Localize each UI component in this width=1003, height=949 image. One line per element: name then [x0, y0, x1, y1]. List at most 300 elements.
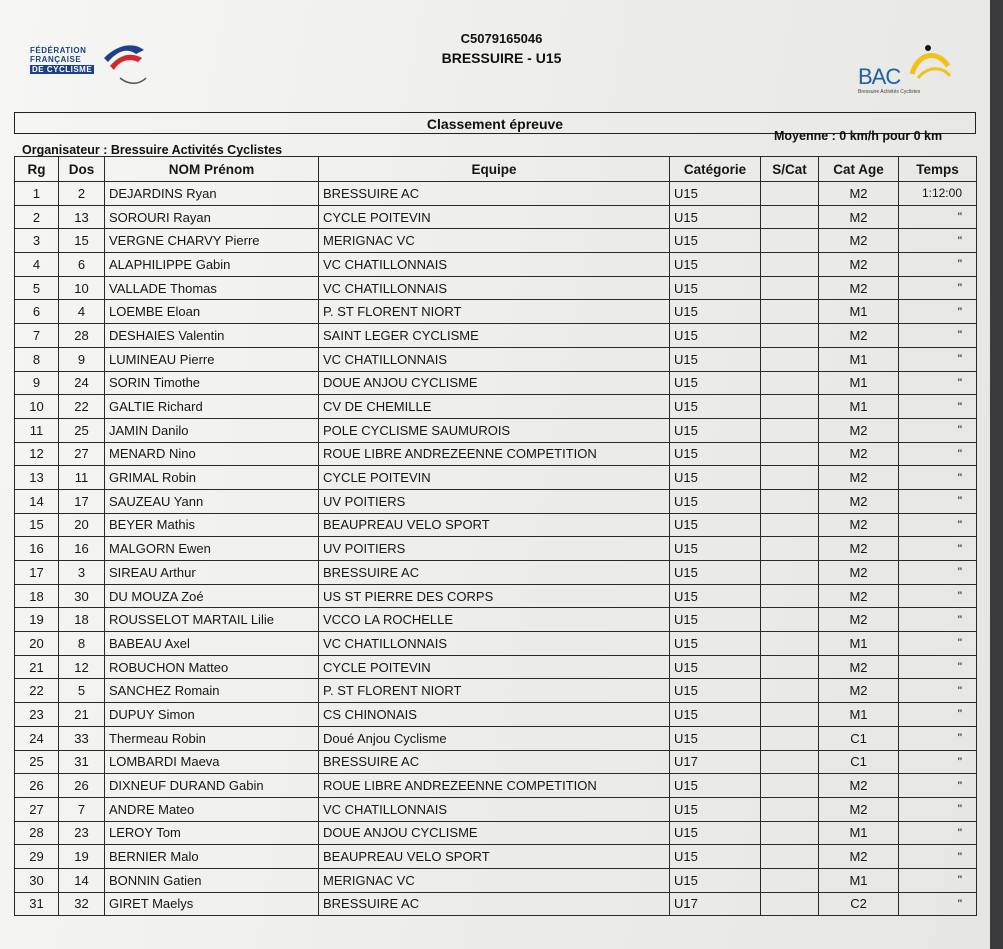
cell-bib: 9 — [59, 347, 105, 371]
cell-sub-category — [761, 845, 819, 869]
cell-rank: 10 — [15, 395, 59, 419]
cell-team: P. ST FLORENT NIORT — [319, 300, 670, 324]
cell-age-category: M2 — [819, 513, 899, 537]
table-row — [15, 608, 977, 632]
cell-sub-category — [761, 276, 819, 300]
cell-sub-category — [761, 466, 819, 490]
section-title: Classement épreuve — [14, 112, 976, 134]
cell-rider-name: LOMBARDI Maeva — [105, 750, 319, 774]
cell-bib: 18 — [59, 608, 105, 632]
average-speed: Moyenne : 0 km/h pour 0 km — [774, 129, 943, 143]
cell-time: " — [899, 253, 977, 277]
cell-rank: 11 — [15, 418, 59, 442]
cell-time: " — [899, 750, 977, 774]
cell-team: BRESSUIRE AC — [319, 182, 670, 206]
cell-bib: 23 — [59, 821, 105, 845]
cell-time: " — [899, 395, 977, 419]
cell-bib: 2 — [59, 182, 105, 206]
cell-team: VC CHATILLONNAIS — [319, 253, 670, 277]
cell-sub-category — [761, 442, 819, 466]
cell-sub-category — [761, 253, 819, 277]
cell-category: U15 — [670, 300, 761, 324]
cell-category: U15 — [670, 703, 761, 727]
cell-rank: 24 — [15, 726, 59, 750]
cell-age-category: M2 — [819, 229, 899, 253]
cell-age-category: M2 — [819, 466, 899, 490]
cell-sub-category — [761, 774, 819, 798]
cell-rider-name: DU MOUZA Zoé — [105, 584, 319, 608]
cell-team: BEAUPREAU VELO SPORT — [319, 513, 670, 537]
table-row — [15, 347, 977, 371]
cell-rank: 1 — [15, 182, 59, 206]
cell-team: VC CHATILLONNAIS — [319, 276, 670, 300]
cell-category: U15 — [670, 726, 761, 750]
cell-rank: 15 — [15, 513, 59, 537]
cell-team: CS CHINONAIS — [319, 703, 670, 727]
cell-time: " — [899, 679, 977, 703]
cell-rank: 28 — [15, 821, 59, 845]
cell-bib: 11 — [59, 466, 105, 490]
cell-bib: 24 — [59, 371, 105, 395]
table-row — [15, 324, 977, 348]
table-row — [15, 750, 977, 774]
cell-time: " — [899, 205, 977, 229]
cell-time: " — [899, 537, 977, 561]
cell-team: CYCLE POITEVIN — [319, 655, 670, 679]
cell-bib: 25 — [59, 418, 105, 442]
table-row — [15, 655, 977, 679]
bac-logo — [858, 44, 958, 94]
cell-age-category: C1 — [819, 726, 899, 750]
cell-bib: 17 — [59, 489, 105, 513]
cell-team: POLE CYCLISME SAUMUROIS — [319, 418, 670, 442]
cell-category: U17 — [670, 892, 761, 916]
table-row — [15, 276, 977, 300]
table-row — [15, 797, 977, 821]
cell-age-category: M1 — [819, 371, 899, 395]
cell-team: VC CHATILLONNAIS — [319, 347, 670, 371]
table-row — [15, 442, 977, 466]
cell-category: U15 — [670, 774, 761, 798]
cell-rank: 18 — [15, 584, 59, 608]
cell-category: U15 — [670, 845, 761, 869]
cell-category: U15 — [670, 608, 761, 632]
cell-category: U15 — [670, 347, 761, 371]
cell-age-category: M2 — [819, 489, 899, 513]
cell-bib: 19 — [59, 845, 105, 869]
cell-age-category: M1 — [819, 821, 899, 845]
cell-category: U15 — [670, 821, 761, 845]
cell-bib: 8 — [59, 632, 105, 656]
cell-team: BRESSUIRE AC — [319, 750, 670, 774]
cell-sub-category — [761, 324, 819, 348]
table-row — [15, 300, 977, 324]
cell-bib: 10 — [59, 276, 105, 300]
cell-age-category: M2 — [819, 324, 899, 348]
col-header-s-cat: S/Cat — [761, 157, 819, 182]
col-header-dos: Dos — [59, 157, 105, 182]
cell-age-category: M2 — [819, 797, 899, 821]
cell-age-category: C2 — [819, 892, 899, 916]
cell-rank: 29 — [15, 845, 59, 869]
cell-age-category: C1 — [819, 750, 899, 774]
cell-bib: 12 — [59, 655, 105, 679]
cell-rider-name: MENARD Nino — [105, 442, 319, 466]
cell-bib: 33 — [59, 726, 105, 750]
table-row — [15, 537, 977, 561]
cell-time: " — [899, 229, 977, 253]
col-header-temps: Temps — [899, 157, 977, 182]
table-row — [15, 253, 977, 277]
cell-rank: 12 — [15, 442, 59, 466]
cell-rider-name: LUMINEAU Pierre — [105, 347, 319, 371]
cell-bib: 27 — [59, 442, 105, 466]
bac-logo-subtitle: Bressuire Activités Cyclistes — [858, 89, 921, 95]
cell-rank: 2 — [15, 205, 59, 229]
cell-rider-name: LOEMBE Eloan — [105, 300, 319, 324]
cell-time: " — [899, 726, 977, 750]
table-row — [15, 868, 977, 892]
cell-bib: 32 — [59, 892, 105, 916]
cell-time: " — [899, 466, 977, 490]
cell-sub-category — [761, 679, 819, 703]
col-header-equipe: Equipe — [319, 157, 670, 182]
cell-time: " — [899, 442, 977, 466]
table-row — [15, 371, 977, 395]
cell-team: VC CHATILLONNAIS — [319, 797, 670, 821]
ffc-logo-line-1: FÉDÉRATION — [30, 46, 87, 55]
cell-category: U15 — [670, 182, 761, 206]
cell-rider-name: BONNIN Gatien — [105, 868, 319, 892]
document-title: BRESSUIRE - U15 — [441, 50, 562, 66]
cell-time: " — [899, 845, 977, 869]
cell-category: U15 — [670, 418, 761, 442]
cell-category: U15 — [670, 489, 761, 513]
cell-bib: 28 — [59, 324, 105, 348]
cell-time: " — [899, 584, 977, 608]
cell-sub-category — [761, 229, 819, 253]
table-row — [15, 418, 977, 442]
cell-rank: 19 — [15, 608, 59, 632]
cell-sub-category — [761, 182, 819, 206]
cell-category: U15 — [670, 205, 761, 229]
cell-rank: 5 — [15, 276, 59, 300]
cell-age-category: M2 — [819, 418, 899, 442]
table-row — [15, 395, 977, 419]
cell-rider-name: VALLADE Thomas — [105, 276, 319, 300]
cell-time: " — [899, 703, 977, 727]
cell-category: U15 — [670, 324, 761, 348]
cell-team: CV DE CHEMILLE — [319, 395, 670, 419]
cell-rider-name: LEROY Tom — [105, 821, 319, 845]
cell-sub-category — [761, 395, 819, 419]
cell-sub-category — [761, 584, 819, 608]
cell-time: " — [899, 632, 977, 656]
cell-rider-name: DUPUY Simon — [105, 703, 319, 727]
cell-team: UV POITIERS — [319, 537, 670, 561]
cell-category: U15 — [670, 561, 761, 585]
cell-rider-name: SORIN Timothe — [105, 371, 319, 395]
cell-sub-category — [761, 205, 819, 229]
cell-rider-name: GRIMAL Robin — [105, 466, 319, 490]
cell-time: " — [899, 608, 977, 632]
table-row — [15, 466, 977, 490]
cell-bib: 15 — [59, 229, 105, 253]
cell-time: " — [899, 655, 977, 679]
cell-team: BRESSUIRE AC — [319, 561, 670, 585]
cell-sub-category — [761, 513, 819, 537]
cell-rider-name: GALTIE Richard — [105, 395, 319, 419]
table-row — [15, 489, 977, 513]
cell-time: " — [899, 347, 977, 371]
cell-sub-category — [761, 632, 819, 656]
ffc-logo — [30, 38, 150, 94]
cell-bib: 13 — [59, 205, 105, 229]
cell-team: VCCO LA ROCHELLE — [319, 608, 670, 632]
results-table — [14, 156, 977, 916]
cell-age-category: M1 — [819, 347, 899, 371]
results-body — [15, 182, 977, 916]
cell-rider-name: ROBUCHON Matteo — [105, 655, 319, 679]
cell-time: " — [899, 561, 977, 585]
cell-time: " — [899, 868, 977, 892]
cell-time: " — [899, 774, 977, 798]
cell-rider-name: SOROURI Rayan — [105, 205, 319, 229]
cell-category: U15 — [670, 797, 761, 821]
cell-team: UV POITIERS — [319, 489, 670, 513]
cell-rider-name: SAUZEAU Yann — [105, 489, 319, 513]
cell-age-category: M2 — [819, 679, 899, 703]
ffc-logo-line-2: FRANÇAISE — [30, 55, 82, 64]
cell-sub-category — [761, 892, 819, 916]
cell-age-category: M2 — [819, 774, 899, 798]
cell-team: ROUE LIBRE ANDREZEENNE COMPETITION — [319, 442, 670, 466]
cell-rank: 13 — [15, 466, 59, 490]
cell-bib: 31 — [59, 750, 105, 774]
cell-category: U15 — [670, 632, 761, 656]
table-row — [15, 821, 977, 845]
cell-age-category: M2 — [819, 276, 899, 300]
cell-rider-name: ANDRE Mateo — [105, 797, 319, 821]
cell-time: " — [899, 797, 977, 821]
cell-rank: 6 — [15, 300, 59, 324]
cell-age-category: M1 — [819, 632, 899, 656]
table-row — [15, 774, 977, 798]
cell-category: U15 — [670, 513, 761, 537]
cell-bib: 4 — [59, 300, 105, 324]
table-row — [15, 892, 977, 916]
cell-age-category: M1 — [819, 868, 899, 892]
table-row — [15, 229, 977, 253]
cell-category: U15 — [670, 584, 761, 608]
cell-sub-category — [761, 371, 819, 395]
cell-rank: 20 — [15, 632, 59, 656]
cell-time: " — [899, 371, 977, 395]
organizer: Organisateur : Bressuire Activités Cyclistes — [22, 143, 283, 157]
cell-sub-category — [761, 797, 819, 821]
cell-rider-name: SIREAU Arthur — [105, 561, 319, 585]
cell-rider-name: Thermeau Robin — [105, 726, 319, 750]
cell-rank: 17 — [15, 561, 59, 585]
table-header-row — [15, 157, 977, 182]
table-row — [15, 205, 977, 229]
cell-sub-category — [761, 537, 819, 561]
cell-age-category: M2 — [819, 253, 899, 277]
cell-rank: 4 — [15, 253, 59, 277]
ffc-logo-line-3: DE CYCLISME — [32, 65, 93, 74]
cell-team: SAINT LEGER CYCLISME — [319, 324, 670, 348]
cell-category: U15 — [670, 537, 761, 561]
cell-category: U15 — [670, 276, 761, 300]
cell-category: U15 — [670, 253, 761, 277]
cell-rider-name: BABEAU Axel — [105, 632, 319, 656]
cell-age-category: M1 — [819, 395, 899, 419]
cell-rank: 23 — [15, 703, 59, 727]
cell-bib: 5 — [59, 679, 105, 703]
cell-sub-category — [761, 821, 819, 845]
table-row — [15, 632, 977, 656]
cell-sub-category — [761, 868, 819, 892]
cell-bib: 3 — [59, 561, 105, 585]
table-row — [15, 561, 977, 585]
cell-age-category: M2 — [819, 442, 899, 466]
cell-rank: 31 — [15, 892, 59, 916]
cell-category: U15 — [670, 371, 761, 395]
cell-time: 1:12:00 — [899, 182, 977, 206]
cell-rank: 9 — [15, 371, 59, 395]
cell-time: " — [899, 300, 977, 324]
cell-sub-category — [761, 703, 819, 727]
cell-category: U15 — [670, 442, 761, 466]
cell-age-category: M2 — [819, 537, 899, 561]
cell-rider-name: BERNIER Malo — [105, 845, 319, 869]
cyclist-icon — [898, 44, 958, 84]
cell-rank: 22 — [15, 679, 59, 703]
cell-sub-category — [761, 655, 819, 679]
col-header-cat-age: Cat Age — [819, 157, 899, 182]
cell-time: " — [899, 418, 977, 442]
cell-age-category: M2 — [819, 205, 899, 229]
cell-rank: 25 — [15, 750, 59, 774]
cell-rider-name: BEYER Mathis — [105, 513, 319, 537]
cell-rank: 8 — [15, 347, 59, 371]
cell-category: U15 — [670, 868, 761, 892]
cell-sub-category — [761, 300, 819, 324]
cell-rank: 14 — [15, 489, 59, 513]
bac-logo-text: BAC — [858, 64, 901, 89]
table-row — [15, 845, 977, 869]
table-row — [15, 182, 977, 206]
cell-rider-name: DESHAIES Valentin — [105, 324, 319, 348]
cell-age-category: M2 — [819, 608, 899, 632]
cell-rank: 27 — [15, 797, 59, 821]
cell-team: US ST PIERRE DES CORPS — [319, 584, 670, 608]
cell-sub-category — [761, 561, 819, 585]
table-row — [15, 513, 977, 537]
cell-rank: 16 — [15, 537, 59, 561]
col-header-rg: Rg — [15, 157, 59, 182]
cell-age-category: M2 — [819, 561, 899, 585]
cell-age-category: M1 — [819, 300, 899, 324]
cell-rank: 3 — [15, 229, 59, 253]
cell-bib: 26 — [59, 774, 105, 798]
cell-team: BEAUPREAU VELO SPORT — [319, 845, 670, 869]
cell-category: U15 — [670, 679, 761, 703]
cell-rider-name: JAMIN Danilo — [105, 418, 319, 442]
cell-age-category: M2 — [819, 655, 899, 679]
cell-team: BRESSUIRE AC — [319, 892, 670, 916]
cell-team: ROUE LIBRE ANDREZEENNE COMPETITION — [319, 774, 670, 798]
cell-bib: 22 — [59, 395, 105, 419]
cell-sub-category — [761, 418, 819, 442]
cell-team: DOUE ANJOU CYCLISME — [319, 371, 670, 395]
cell-rider-name: SANCHEZ Romain — [105, 679, 319, 703]
cell-rank: 7 — [15, 324, 59, 348]
cell-rider-name: GIRET Maelys — [105, 892, 319, 916]
col-header-categorie: Catégorie — [670, 157, 761, 182]
cell-sub-category — [761, 608, 819, 632]
cell-age-category: M2 — [819, 584, 899, 608]
cell-team: Doué Anjou Cyclisme — [319, 726, 670, 750]
cell-rank: 21 — [15, 655, 59, 679]
table-row — [15, 726, 977, 750]
cell-bib: 16 — [59, 537, 105, 561]
cell-sub-category — [761, 726, 819, 750]
cell-rank: 26 — [15, 774, 59, 798]
table-row — [15, 703, 977, 727]
cell-sub-category — [761, 347, 819, 371]
cell-bib: 21 — [59, 703, 105, 727]
cell-rank: 30 — [15, 868, 59, 892]
cell-team: CYCLE POITEVIN — [319, 205, 670, 229]
cell-age-category: M2 — [819, 182, 899, 206]
cell-category: U17 — [670, 750, 761, 774]
document-code: C5079165046 — [460, 31, 543, 46]
cell-time: " — [899, 324, 977, 348]
table-row — [15, 679, 977, 703]
cell-time: " — [899, 513, 977, 537]
cell-rider-name: ALAPHILIPPE Gabin — [105, 253, 319, 277]
cell-team: VC CHATILLONNAIS — [319, 632, 670, 656]
cell-rider-name: MALGORN Ewen — [105, 537, 319, 561]
cell-team: MERIGNAC VC — [319, 229, 670, 253]
cell-rider-name: DEJARDINS Ryan — [105, 182, 319, 206]
cell-category: U15 — [670, 395, 761, 419]
cell-rider-name: VERGNE CHARVY Pierre — [105, 229, 319, 253]
cell-bib: 30 — [59, 584, 105, 608]
cell-age-category: M2 — [819, 845, 899, 869]
cell-time: " — [899, 892, 977, 916]
table-row — [15, 584, 977, 608]
cell-bib: 6 — [59, 253, 105, 277]
cell-rider-name: DIXNEUF DURAND Gabin — [105, 774, 319, 798]
cell-team: DOUE ANJOU CYCLISME — [319, 821, 670, 845]
cell-team: P. ST FLORENT NIORT — [319, 679, 670, 703]
cell-time: " — [899, 489, 977, 513]
cell-category: U15 — [670, 655, 761, 679]
cell-sub-category — [761, 750, 819, 774]
cell-bib: 14 — [59, 868, 105, 892]
cell-category: U15 — [670, 229, 761, 253]
cell-sub-category — [761, 489, 819, 513]
col-header-nom-prenom: NOM Prénom — [105, 157, 319, 182]
cell-age-category: M1 — [819, 703, 899, 727]
cell-team: CYCLE POITEVIN — [319, 466, 670, 490]
cell-team: MERIGNAC VC — [319, 868, 670, 892]
cell-rider-name: ROUSSELOT MARTAIL Lilie — [105, 608, 319, 632]
cell-time: " — [899, 276, 977, 300]
cell-category: U15 — [670, 466, 761, 490]
